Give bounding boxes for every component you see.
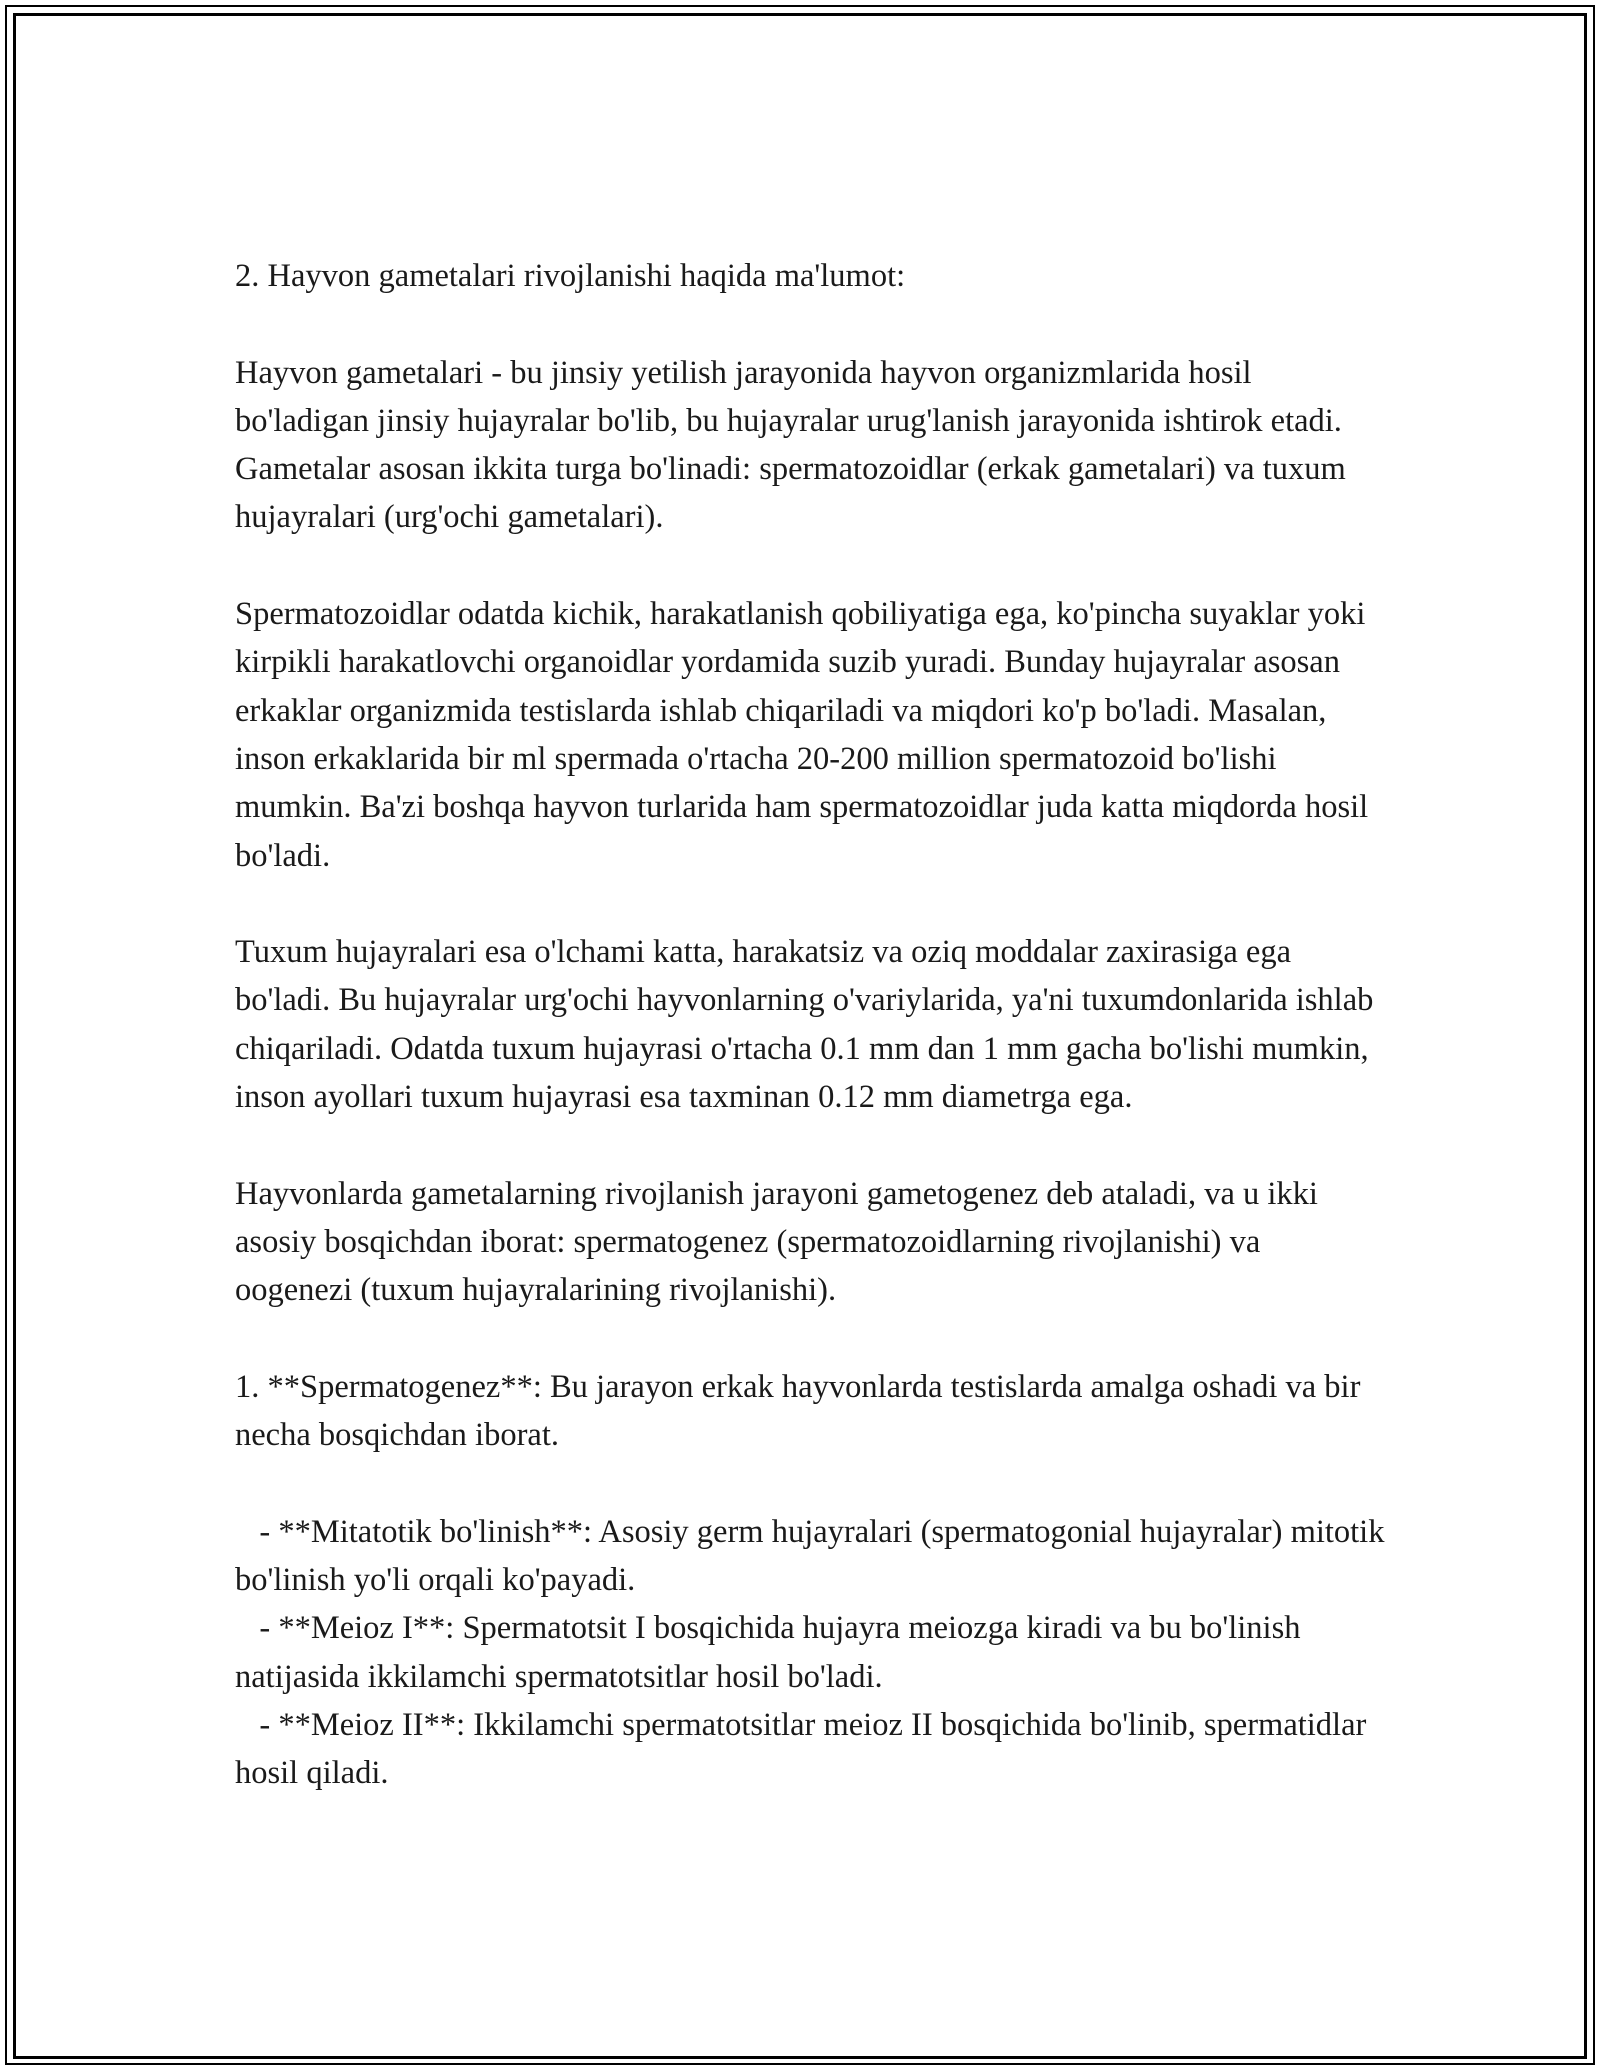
paragraph-spermatozoa: Spermatozoidlar odatda kichik, harakatlanish qobiliyatiga ega, ko'pincha suyaklar yoki kirpikli harakatlovchi organoidlar yordamida suzib yuradi. Bunday hujayralar asosan erkaklar organizmida testislarda ishlab chiqariladi va miqdori ko'p bo'ladi. Masalan, inson erkaklarida bir ml spermada o'rtacha 20-200 million spermatozoid bo'lishi mumkin. Ba'zi boshqa hayvon turlarida ham spermatozoidlar juda katta miqdorda hosil bo'ladi. xyxy=(235,596,1377,874)
list-item-meiosis-2: - **Meioz II**: Ikkilamchi spermatotsitlar meioz II bosqichida bo'linib, spermatidlar hosil qiladi. xyxy=(235,1706,1375,1792)
paragraph-egg-cells: Tuxum hujayralari esa o'lchami katta, harakatsiz va oziq moddalar zaxirasiga ega bo'ladi. Bu hujayralar urg'ochi hayvonlarning o'variylarida, ya'ni tuxumdonlarida ishlab chiqariladi. Odatda tuxum hujayrasi o'rtacha 0.1 mm dan 1 mm gacha bo'lishi mumkin, inson ayollari tuxum hujayrasi esa taxminan 0.12 mm diametrga ega. xyxy=(235,934,1382,1116)
list-item-mitosis: - **Mitatotik bo'linish**: Asosiy germ hujayralari (spermatogonial hujayralar) mitotik bo'linish yo'li orqali ko'payadi. xyxy=(235,1513,1393,1599)
paragraph-intro: Hayvon gametalari - bu jinsiy yetilish jarayonida hayvon organizmlarida hosil bo'ladigan jinsiy hujayralar bo'lib, bu hujayralar urug'lanish jarayonida ishtirok etadi. Gametalar asosan ikkita turga bo'linadi: spermatozoidlar (erkak gametalari) va tuxum hujayralari (urg'ochi gametalari). xyxy=(235,354,1354,536)
document-heading: 2. Hayvon gametalari rivojlanishi haqida ma'lumot: xyxy=(235,258,906,294)
document-body xyxy=(235,252,1393,1798)
list-item-meiosis-1: - **Meioz I**: Spermatotsit I bosqichida hujayra meiozga kiradi va bu bo'linish natijasida ikkilamchi spermatotsitlar hosil bo'ladi. xyxy=(235,1610,1309,1695)
paragraph-spermatogenesis: 1. **Spermatogenez**: Bu jarayon erkak hayvonlarda testislarda amalga oshadi va bir necha bosqichdan iborat. xyxy=(235,1368,1369,1454)
paragraph-gametogenesis: Hayvonlarda gametalarning rivojlanish jarayoni gametogenez deb ataladi, va u ikki asosiy bosqichdan iborat: spermatogenez (spermatozoidlarning rivojlanishi) va oogenezi (tuxum hujayralarining rivojlanishi). xyxy=(235,1175,1327,1309)
